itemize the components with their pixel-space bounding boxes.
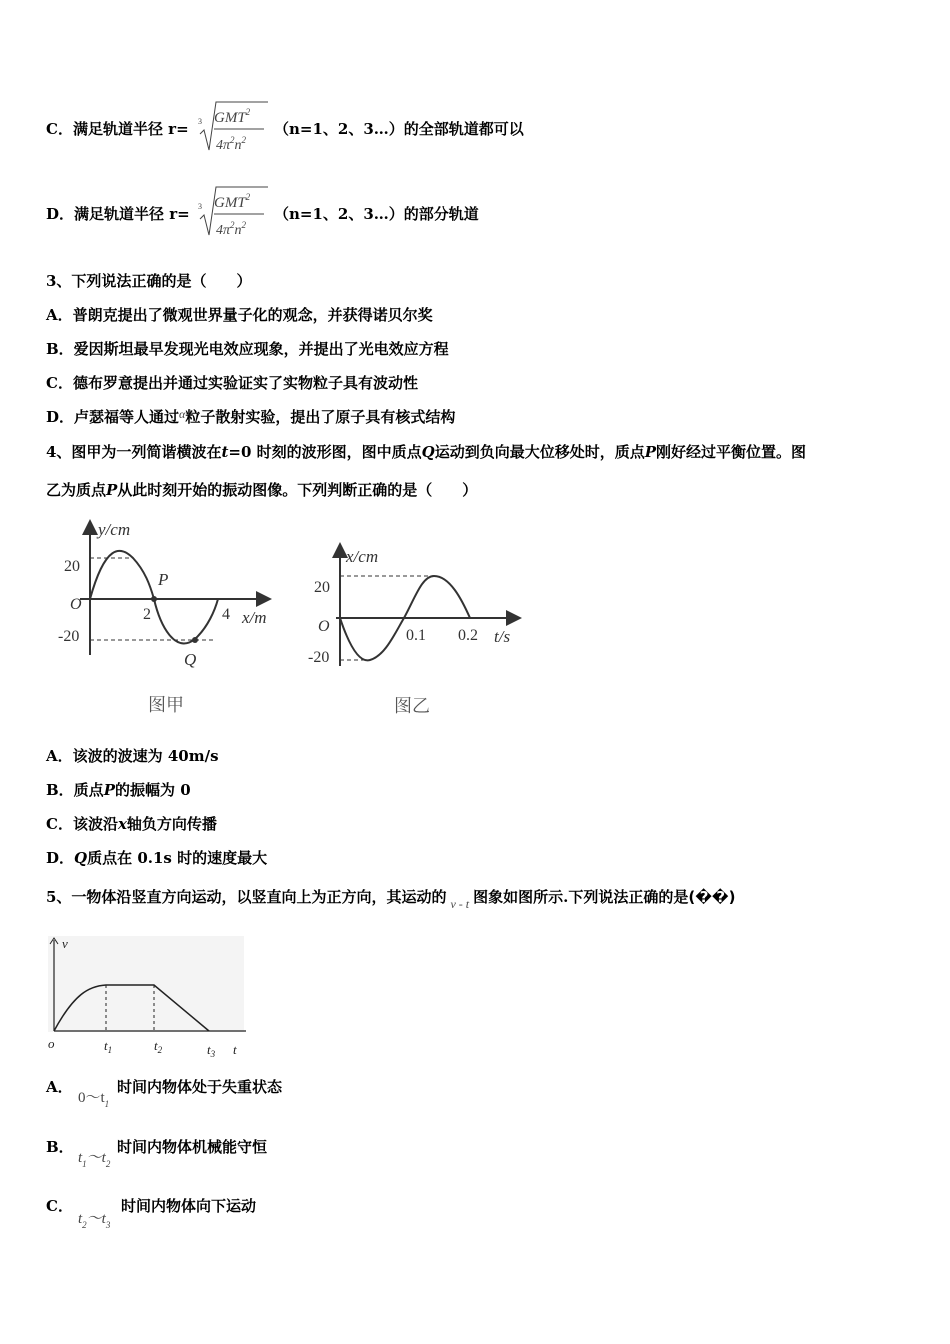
q3-option-a: A．普朗克提出了微观世界量子化的观念，并获得诺贝尔奖 — [46, 306, 433, 324]
q5-option-c: C． — [46, 1197, 73, 1215]
point-p — [151, 596, 157, 602]
q5-option-a-math: $0\sim t_1$ — [78, 1090, 110, 1109]
numerator: GMT$^2$ — [214, 192, 251, 211]
option-prefix: 满足轨道半径 r= — [72, 120, 189, 138]
root-index: 3 — [198, 202, 202, 211]
q4-stem-line1: 4、图甲为一列简谐横波在t=0 时刻的波形图，图中质点Q运动到负向最大位移处时，质点P刚好经过平衡位置。图 — [46, 443, 807, 461]
alpha-symbol: α — [179, 407, 186, 421]
q3-option-b: B．爱因斯坦最早发现光电效应现象，并提出了光电效应方程 — [46, 340, 449, 358]
q3-option-d: D．卢瑟福等人通过$^\alpha$粒子散射实验，提出了原子具有核式结构 — [46, 407, 456, 426]
tick-t3: $t_3$ — [207, 1042, 216, 1059]
y-axis-label: x/cm — [346, 547, 379, 566]
q5-option-b-math: $t_1\sim t_2$ — [78, 1150, 111, 1169]
q2-option-d-suffix: （n=1、2、3…）的部分轨道 — [274, 205, 479, 223]
radical-formula-c — [196, 98, 270, 156]
tick-01: 0.1 — [406, 627, 426, 644]
v-label: v — [62, 936, 68, 951]
q2-option-d — [46, 203, 190, 224]
q4-stem-line2: 乙为质点P从此时刻开始的振动图像。下列判断正确的是（ ） — [46, 481, 478, 499]
denominator: $4\pi^2n^2$ — [216, 220, 247, 238]
origin: O — [70, 596, 82, 613]
origin: O — [318, 618, 330, 635]
radical-formula-d — [196, 183, 270, 241]
t-label: t — [233, 1042, 237, 1057]
q3-option-c: C．德布罗意提出并通过实验证实了实物粒子具有波动性 — [46, 374, 418, 392]
q5-option-a: A． — [46, 1078, 73, 1096]
numerator: GMT$^2$ — [214, 107, 251, 126]
caption-jia: 图甲 — [148, 695, 184, 715]
q3-stem: 3、下列说法正确的是（ ） — [46, 272, 252, 290]
tick-t1: $t_1$ — [104, 1038, 113, 1055]
option-prefix: 满足轨道半径 r= — [74, 205, 190, 223]
caption-yi: 图乙 — [394, 696, 430, 716]
q5-option-b-text: 时间内物体机械能守恒 — [117, 1138, 268, 1156]
x-axis-label: x/m — [242, 608, 267, 627]
q5-stem: 5、一物体沿竖直方向运动，以竖直向上为正方向，其运动的 $_{v - t}$ 图象如图所示.下列说法正确的是(��) — [46, 888, 736, 911]
q2-option-c-suffix: （n=1、2、3…）的全部轨道都可以 — [274, 120, 524, 138]
option-label: C． — [46, 120, 73, 138]
q2-option-c — [46, 118, 189, 139]
root-index: 3 — [198, 117, 202, 126]
tick-20: 20 — [314, 579, 330, 596]
denominator: $4\pi^2n^2$ — [216, 135, 247, 153]
q4-option-c: C．该波沿x轴负方向传播 — [46, 815, 217, 833]
tick-t2: $t_2$ — [154, 1038, 163, 1055]
q5-option-c-math: $t_2\sim t_3$ — [78, 1211, 111, 1230]
q4-option-a: A．该波的波速为 40m/s — [46, 747, 219, 765]
wave-graph-jia — [50, 515, 290, 725]
q5-option-a-text: 时间内物体处于失重状态 — [117, 1078, 283, 1096]
label-q: Q — [184, 650, 197, 669]
vibration-graph-yi — [300, 538, 540, 728]
vt-symbol: v - t — [450, 897, 470, 911]
tick-20: 20 — [64, 558, 80, 575]
q4-option-d: D．Q质点在 0.1s 时的速度最大 — [46, 849, 268, 867]
t-axis-label: t/s — [494, 627, 511, 646]
vt-graph — [44, 934, 254, 1060]
q4-option-b: B．质点P的振幅为 0 — [46, 781, 191, 799]
tick-02: 0.2 — [458, 627, 478, 644]
origin-o: o — [48, 1036, 55, 1051]
q5-option-c-text: 时间内物体向下运动 — [121, 1197, 257, 1215]
tick-4: 4 — [222, 606, 230, 623]
tick-neg20: -20 — [58, 628, 80, 645]
tick-2: 2 — [143, 606, 151, 623]
tick-neg20: -20 — [308, 649, 330, 666]
label-p: P — [158, 570, 169, 589]
point-q — [192, 637, 198, 643]
q5-option-b: B． — [46, 1138, 74, 1156]
y-axis-label: y/cm — [98, 520, 131, 539]
option-label: D． — [46, 205, 75, 223]
